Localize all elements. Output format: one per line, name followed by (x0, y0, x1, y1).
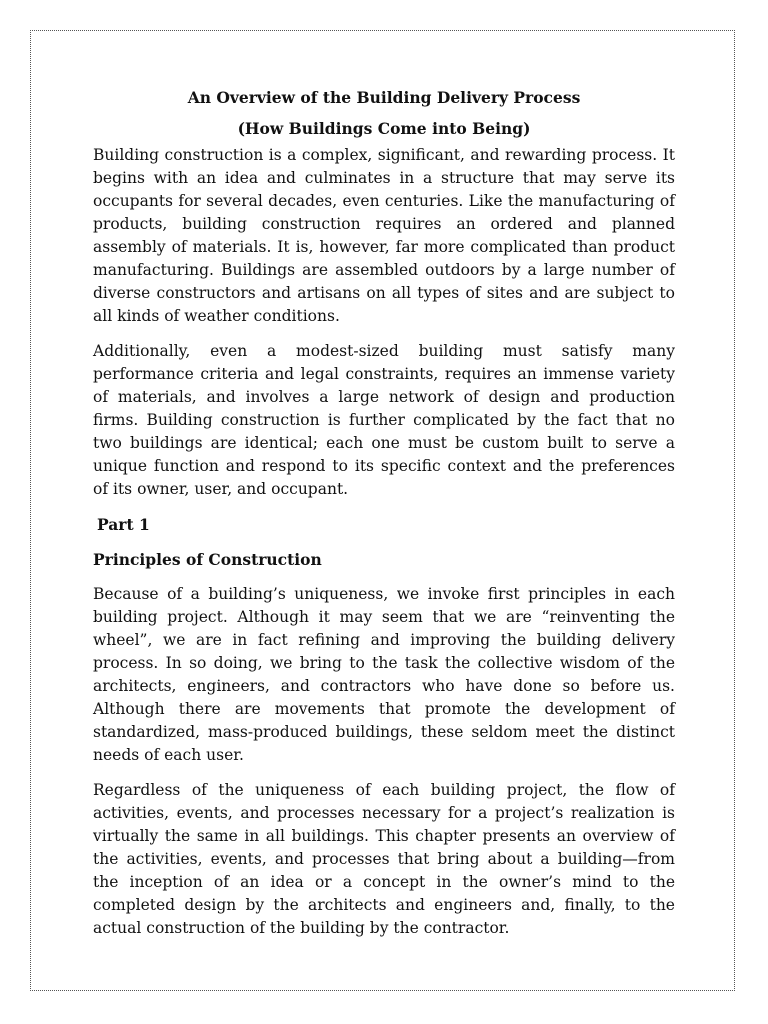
paragraph-intro-2: Additionally, even a modest-sized building must satisfy many performance criteria and legal constraints, requires an immense variety of materials, and involves a large network of design and production firms. Building construction is further complicated by the fact that no two buildings are identical; each one must be custom built to serve a unique function and respond to its specific context and the preferences of its owner, user, and occupant. (93, 342, 675, 498)
section-heading: Principles of Construction (93, 550, 322, 569)
paragraph-section-1: Because of a building’s uniqueness, we invoke first principles in each building project. Although it may seem that we are “reinventing the wheel”, we are in fact refining and improving the building delivery process. In so doing, we bring to the task the collective wisdom of the architects, engineers, and contractors who have done so before us. Although there are movements that promote the development of standardized, mass-produced buildings, these seldom meet the distinct needs of each user. (93, 585, 675, 764)
part-label: Part 1 (97, 515, 150, 534)
paragraph-intro-1: Building construction is a complex, significant, and rewarding process. It begins with an idea and culminates in a structure that may serve its occupants for several decades, even centuries. Like the manufacturing of products, building construction requires an ordered and planned assembly of materials. It is, however, far more complicated than product manufacturing. Buildings are assembled outdoors by a large number of diverse constructors and artisans on all types of sites and are subject to all kinds of weather conditions. (93, 146, 675, 325)
document-subtitle: (How Buildings Come into Being) (237, 119, 531, 138)
document-body (93, 86, 675, 952)
document-title: An Overview of the Building Delivery Process (187, 88, 581, 107)
paragraph-section-2: Regardless of the uniqueness of each building project, the flow of activities, events, and processes necessary for a project’s realization is virtually the same in all buildings. This chapter presents an overview of the activities, events, and processes that bring about a building—from the inception of an idea or a concept in the owner’s mind to the completed design by the architects and engineers and, finally, to the actual construction of the building by the contractor. (93, 781, 675, 937)
